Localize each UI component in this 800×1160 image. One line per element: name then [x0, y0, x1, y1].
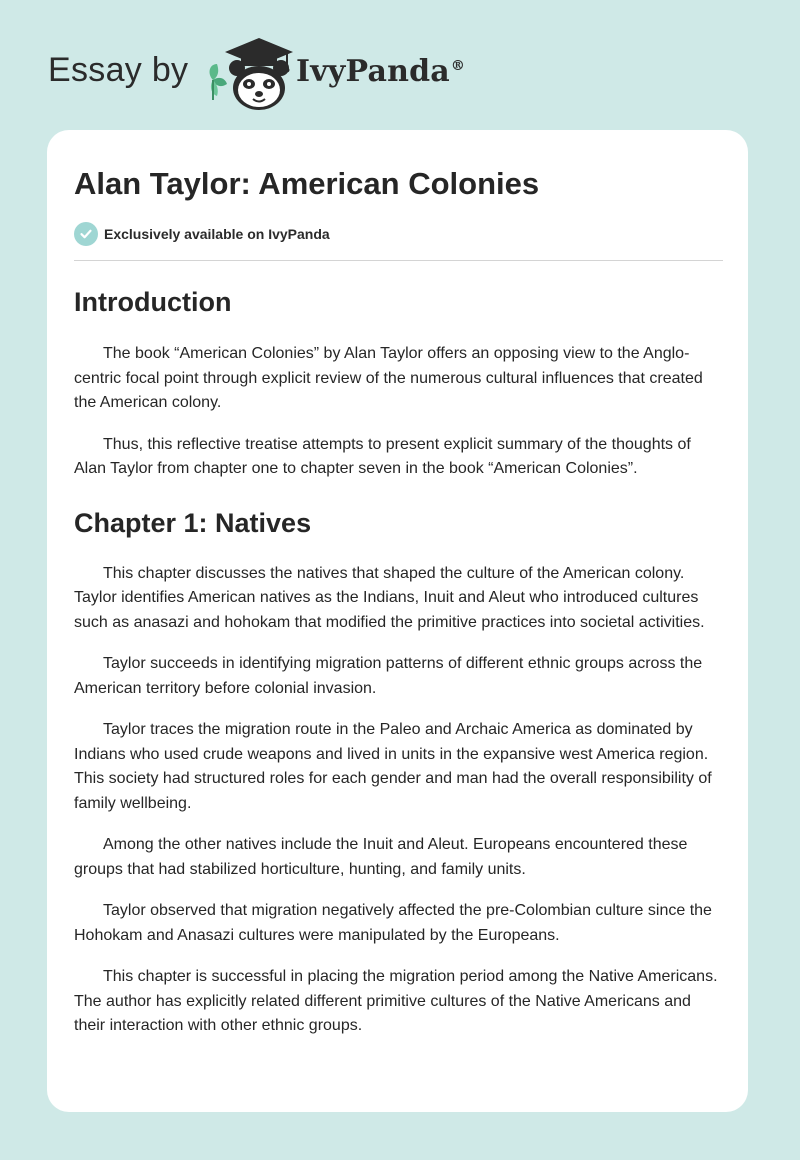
paragraph: This chapter is successful in placing the migration period among the Native Americans. The author has explicitly related different primitive cultures of the Native Americans and their interaction with other ethnic groups. [74, 968, 718, 1034]
paragraph: Taylor observed that migration negatively affected the pre-Colombian culture since the Hohokam and Anasazi cultures were manipulated by the Europeans. [74, 902, 712, 944]
section-heading-chapter-1: Chapter 1: Natives [74, 507, 312, 538]
paragraph: Taylor succeeds in identifying migration patterns of different ethnic groups across the American territory before colonial invasion. [74, 655, 703, 697]
paragraph: Thus, this reflective treatise attempts to present explicit summary of the thoughts of Alan Taylor from chapter one to chapter seven in the book “American Colonies”. [74, 435, 691, 477]
paragraph: This chapter discusses the natives that shaped the culture of the American colony. Taylor identifies American natives as the Indians, Inuit and Aleut who introduced cultures such as anasazi and hohokam that modified the primitive practices into societal activities. [74, 564, 705, 631]
brand-name[interactable] [296, 54, 465, 89]
ivy-leaf-icon [210, 64, 227, 100]
panda-head-icon [229, 60, 289, 110]
article-title: Alan Taylor: American Colonies [74, 166, 540, 201]
registered-mark: ® [450, 58, 466, 74]
section-heading-introduction: Introduction [74, 287, 232, 317]
paragraph: Taylor traces the migration route in the Paleo and Archaic America as dominated by Indians who used crude weapons and lived in units in the expansive west America region. This society had structured roles for each gender and man had the overall responsibility of family wellbeing. [74, 721, 712, 812]
paragraph: The book “American Colonies” by Alan Taylor offers an opposing view to the Anglo-centric focal point through explicit review of the numerous cultural influences that created the American colony. [74, 345, 703, 411]
check-circle-icon [74, 222, 98, 246]
exclusive-badge-text: Exclusively available on IvyPanda [104, 226, 330, 242]
paragraph: Among the other natives include the Inuit and Aleut. Europeans encountered these groups that had stabilized horticulture, hunting, and family units. [74, 836, 688, 878]
brand-text: IvyPanda [296, 54, 450, 89]
essay-by-label: Essay by [48, 51, 189, 89]
title-divider [74, 260, 723, 261]
panda-graduate-logo-icon[interactable] [203, 34, 295, 114]
site-header [48, 30, 748, 116]
article-card [47, 130, 748, 1112]
article-content [74, 164, 724, 1039]
exclusive-badge [74, 220, 724, 248]
